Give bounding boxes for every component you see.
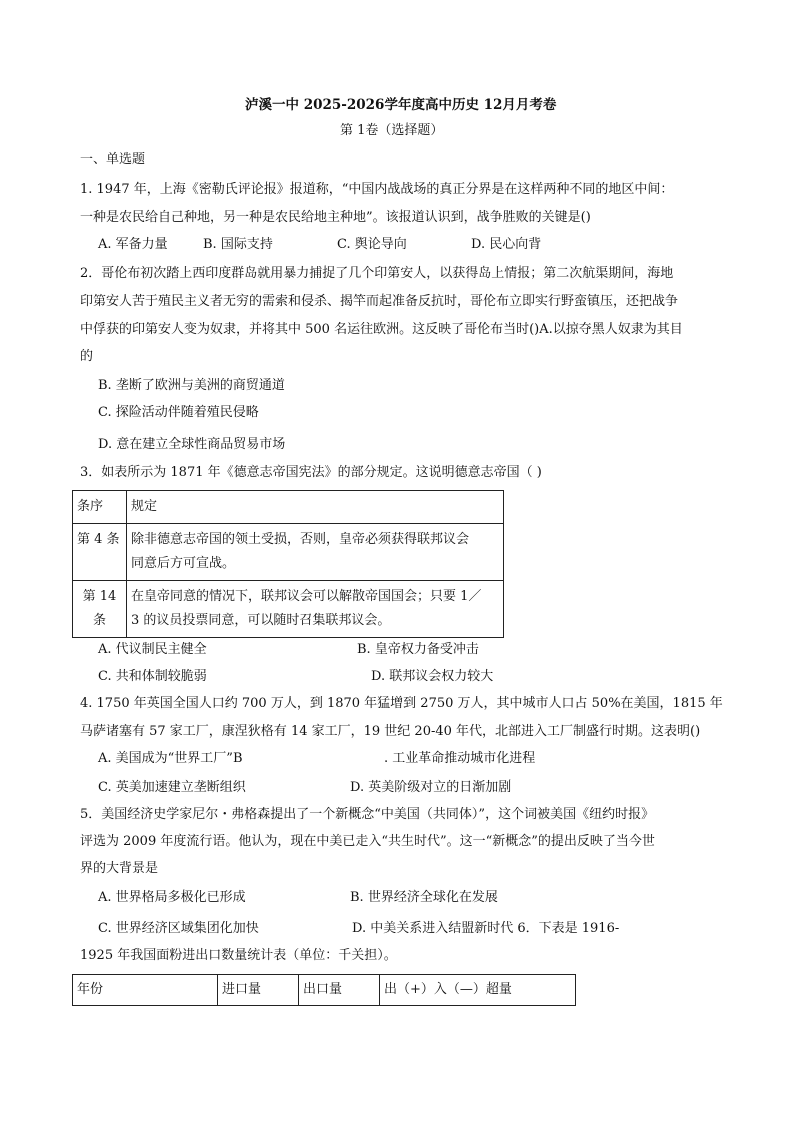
q3-option-c: C. 共和体制较脆弱 <box>98 669 207 684</box>
q1-option-d: D. 民心向背 <box>471 237 542 252</box>
q2-stem-line4: 的 <box>80 349 94 364</box>
q5-stem-line3: 界的大背景是 <box>80 861 159 876</box>
q5-stem-line2: 评选为 2009 年度流行语。他认为，现在中美已走入“共生时代”。这一“新概念”的提出反映了当今世 <box>80 834 655 849</box>
q2-option-d: D. 意在建立全球性商品贸易市场 <box>98 437 286 452</box>
q2-stem-line1: 2．哥伦布初次踏上西印度群岛就用暴力捕捉了几个印第安人，以获得岛上情报；第二次航渠期间，海地 <box>80 266 674 281</box>
exam-title: 泸溪一中 2025-2026学年度高中历史 12月月考卷 <box>245 97 557 113</box>
table-cell-text <box>127 581 504 638</box>
exam-subtitle: 第 1卷（选择题） <box>340 123 444 138</box>
table-cell-line: 除非德意志帝国的领土受损，否则，皇帝必须获得联邦议会 <box>131 532 470 547</box>
table-cell-label <box>73 581 127 638</box>
q4-option-d: D. 英美阶级对立的日渐加剧 <box>350 780 512 795</box>
table-header-row <box>73 491 504 524</box>
q5-option-b: B. 世界经济全球化在发展 <box>350 890 498 905</box>
q3-option-b: B. 皇帝权力备受冲击 <box>357 642 479 657</box>
q5-option-d: D. 中美关系进入结盟新时代 6．下表是 1916- <box>352 921 620 936</box>
table-header-cell: 进口量 <box>218 975 299 1006</box>
table-header-cell: 条序 <box>73 491 127 524</box>
q1-option-a: A. 军备力量 <box>98 237 168 252</box>
table-cell-text <box>127 524 504 581</box>
table-cell-line: 同意后方可宣战。 <box>131 556 236 571</box>
section-heading: 一、单选题 <box>80 152 146 167</box>
q6-table <box>72 974 576 1006</box>
q6-stem: 1925 年我国面粉进出口数量统计表（单位：千关担）。 <box>80 948 397 963</box>
q2-option-b: B. 垄断了欧洲与美洲的商贸通道 <box>98 378 285 393</box>
table-header-cell: 出口量 <box>299 975 380 1006</box>
q2-option-c: C. 探险活动伴随着殖民侵略 <box>98 405 259 420</box>
table-header-cell: 规定 <box>127 491 504 524</box>
q4-stem-line2: 马萨诸塞有 57 家工厂，康涅狄格有 14 家工厂，19 世纪 20-40 年代，北部进入工厂制盛行时期。这表明() <box>80 724 701 739</box>
q4-stem-line1: 4. 1750 年英国全国人口约 700 万人，到 1870 年猛增到 2750 万人，其中城市人口占 50%在美国，1815 年 <box>80 696 723 711</box>
q4-option-c: C. 英美加速建立垄断组织 <box>98 780 246 795</box>
q4-option-a: A. 美国成为“世界工厂”B <box>98 751 243 766</box>
q3-option-a: A. 代议制民主健全 <box>98 642 207 657</box>
q5-option-a: A. 世界格局多极化已形成 <box>98 890 246 905</box>
q3-option-d: D. 联邦议会权力较大 <box>371 669 494 684</box>
table-row <box>73 581 504 638</box>
q4-option-b: . 工业革命推动城市化进程 <box>384 751 536 766</box>
q3-table <box>72 490 504 638</box>
table-header-cell: 年份 <box>73 975 218 1006</box>
table-header-cell: 出（+）入（—）超量 <box>380 975 576 1006</box>
q1-stem-line2: 一种是农民给自己种地，另一种是农民给地主种地”。该报道认识到，战争胜败的关键是() <box>80 210 591 225</box>
q2-stem-line2: 印第安人苦于殖民主义者无穷的需索和侵杀、揭竿而起准备反抗时，哥伦布立即实行野蛮镇压，还把战争 <box>80 294 679 309</box>
q1-option-b: B. 国际支持 <box>203 237 273 252</box>
q1-stem-line1: 1. 1947 年，上海《密勒氏评论报》报道称，“中国内战战场的真正分界是在这样两种不同的地区中间： <box>80 182 674 197</box>
table-cell-line: 条 <box>92 613 106 628</box>
table-cell-line: 第 14 <box>82 589 117 604</box>
table-cell-line: 3 的议员投票同意，可以随时召集联邦议会。 <box>131 613 391 628</box>
table-cell-line: 在皇帝同意的情况下，联邦议会可以解散帝国国会；只要 1／ <box>131 589 482 604</box>
q5-option-c: C. 世界经济区域集团化加快 <box>98 921 259 936</box>
q3-stem: 3．如表所示为 1871 年《德意志帝国宪法》的部分规定。这说明德意志帝国（ ) <box>80 465 542 480</box>
table-cell-label: 第 4 条 <box>73 524 127 581</box>
q1-option-c: C. 舆论导向 <box>337 237 407 252</box>
table-row <box>73 524 504 581</box>
table-header-row <box>73 975 576 1006</box>
q5-stem-line1: 5．美国经济史学家尼尔・弗格森提出了一个新概念“中美国（共同体）”，这个词被美国《纽约时报》 <box>80 807 655 822</box>
q2-stem-line3: 中俘获的印第安人变为奴隶，并将其中 500 名运往欧洲。这反映了哥伦布当时()A.以掠夺黑人奴隶为其目 <box>80 322 683 337</box>
